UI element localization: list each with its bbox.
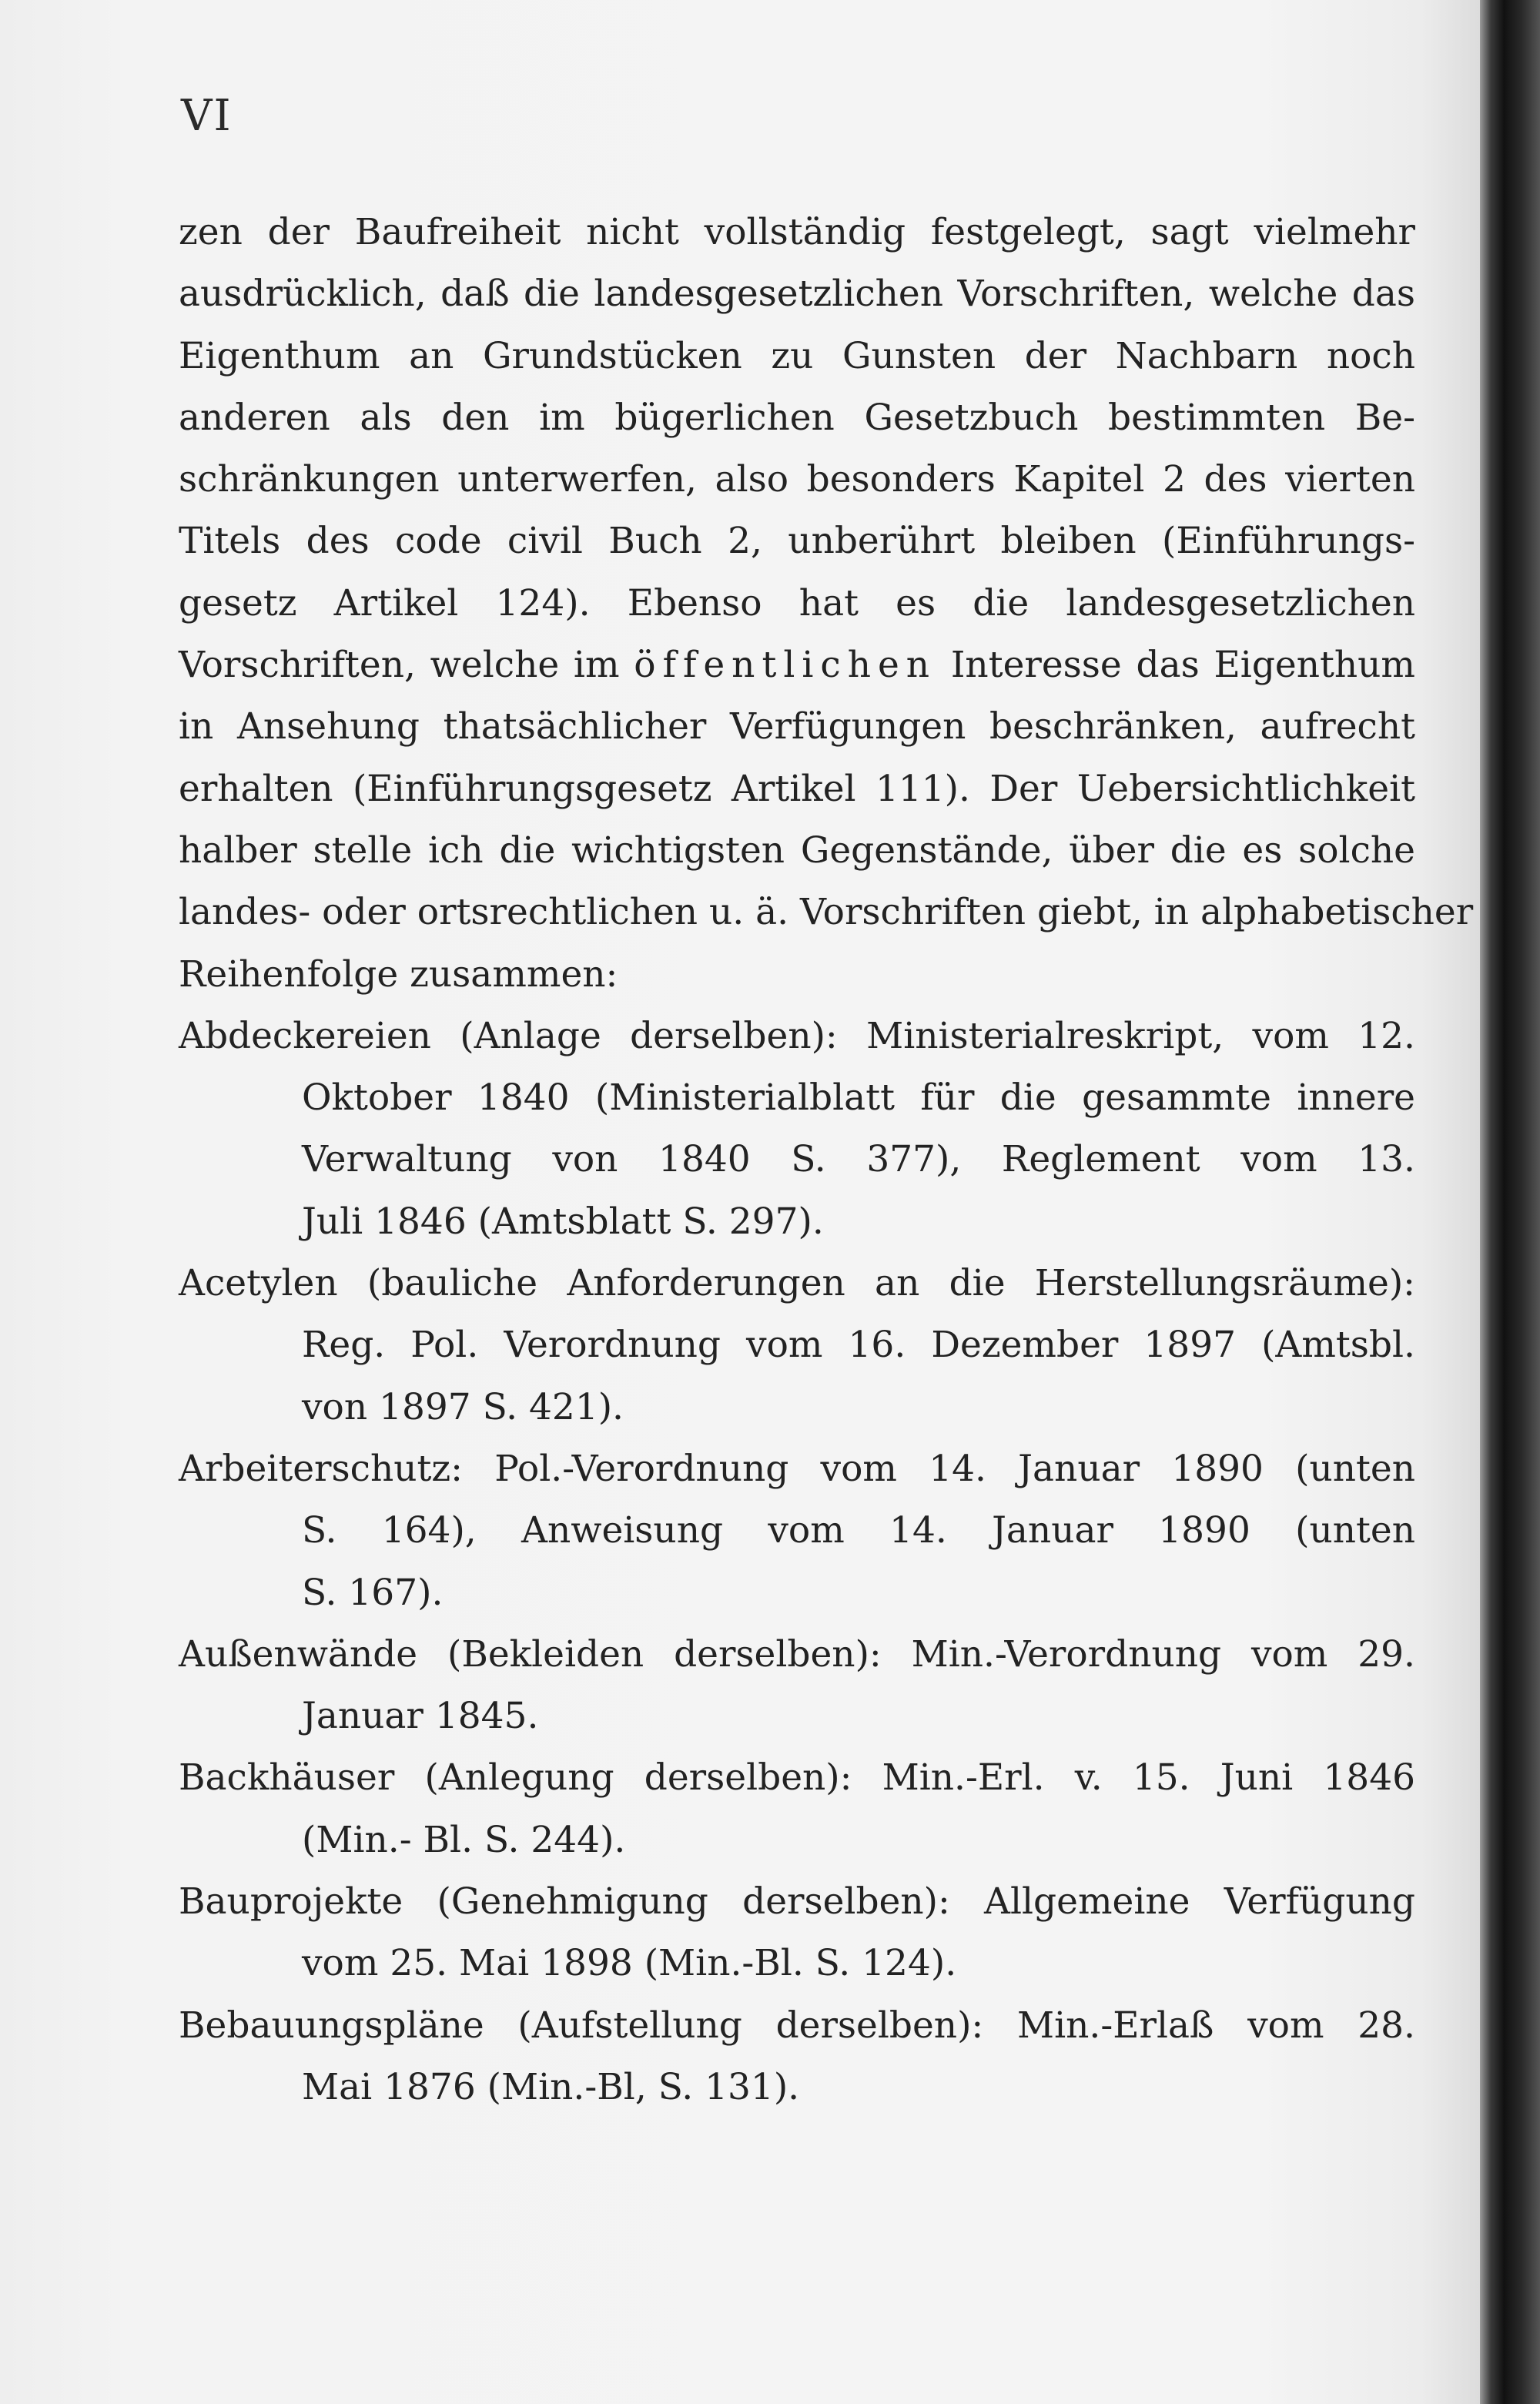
entry-continuation: vom 25. Mai 1898 (Min.-Bl. S. 124). bbox=[302, 1942, 957, 1985]
text-line: Reihenfolge zusammen: bbox=[179, 953, 618, 996]
entry-continuation: Reg. Pol. Verordnung vom 16. Dezember 1897 (Amtsbl. bbox=[302, 1324, 1415, 1367]
entry-continuation: Oktober 1840 (Ministerialblatt für die gesammte innere bbox=[302, 1076, 1415, 1120]
entry-continuation: Mai 1876 (Min.-Bl, S. 131). bbox=[302, 2065, 800, 2108]
text-line: Titels des code civil Buch 2, unberührt bleiben (Einführungs- bbox=[179, 520, 1415, 563]
entry-continuation: Juli 1846 (Amtsblatt S. 297). bbox=[302, 1200, 824, 1243]
spaced-emphasis-word: öffentlichen bbox=[634, 644, 937, 687]
text-segment: Vorschriften, welche im bbox=[179, 644, 620, 687]
text-line: schränkungen unterwerfen, also besonders Kapitel 2 des vierten bbox=[179, 458, 1415, 501]
entry-continuation: S. 164), Anweisung vom 14. Januar 1890 (unten bbox=[302, 1509, 1415, 1552]
text-line: in Ansehung thatsächlicher Verfügungen beschränken, aufrecht bbox=[179, 705, 1415, 748]
text-line: halber stelle ich die wichtigsten Gegenstände, über die es solche bbox=[179, 829, 1415, 872]
entry-continuation: (Min.- Bl. S. 244). bbox=[302, 1818, 626, 1861]
text-line: landes- oder ortsrechtlichen u. ä. Vorschriften giebt, in alphabetischer bbox=[179, 891, 1474, 934]
entry-bauprojekte: Bauprojekte (Genehmigung derselben): Allgemeine Verfügung bbox=[179, 1880, 1415, 1924]
text-line: ausdrücklich, daß die landesgesetzlichen Vorschriften, welche das bbox=[179, 273, 1415, 316]
text-line: erhalten (Einführungsgesetz Artikel 111). Der Uebersichtlichkeit bbox=[179, 767, 1415, 810]
text-line: Eigenthum an Grundstücken zu Gunsten der Nachbarn noch bbox=[179, 334, 1415, 377]
entry-acetylen: Acetylen (bauliche Anforderungen an die Herstellungsräume): bbox=[179, 1262, 1415, 1305]
entry-backhaeuser: Backhäuser (Anlegung derselben): Min.-Erl. v. 15. Juni 1846 bbox=[179, 1756, 1415, 1800]
entry-continuation: von 1897 S. 421). bbox=[302, 1385, 624, 1428]
text-segment: Interesse das Eigenthum bbox=[950, 644, 1415, 687]
book-binding-gutter bbox=[1480, 0, 1540, 2404]
entry-continuation: Januar 1845. bbox=[302, 1695, 539, 1738]
page-text bbox=[179, 202, 1474, 2118]
entry-continuation: S. 167). bbox=[302, 1571, 444, 1614]
entry-aussenwaende: Außenwände (Bekleiden derselben): Min.-Verordnung vom 29. bbox=[179, 1632, 1415, 1676]
text-line: anderen als den im bügerlichen Gesetzbuch bestimmten Be- bbox=[179, 396, 1415, 439]
entry-arbeiterschutz: Arbeiterschutz: Pol.-Verordnung vom 14. Januar 1890 (unten bbox=[179, 1447, 1415, 1490]
entry-bebauungsplaene: Bebauungspläne (Aufstellung derselben): Min.-Erlaß vom 28. bbox=[179, 2004, 1415, 2047]
page-number: VI bbox=[181, 91, 233, 141]
text-line: gesetz Artikel 124). Ebenso hat es die landesgesetzlichen bbox=[179, 581, 1415, 624]
text-line-emphasis bbox=[179, 634, 1415, 696]
entry-continuation: Verwaltung von 1840 S. 377), Reglement vom 13. bbox=[302, 1138, 1415, 1181]
entry-abdeckereien: Abdeckereien (Anlage derselben): Ministerialreskript, vom 12. bbox=[179, 1014, 1415, 1057]
text-line: zen der Baufreiheit nicht vollständig festgelegt, sagt vielmehr bbox=[179, 211, 1415, 253]
